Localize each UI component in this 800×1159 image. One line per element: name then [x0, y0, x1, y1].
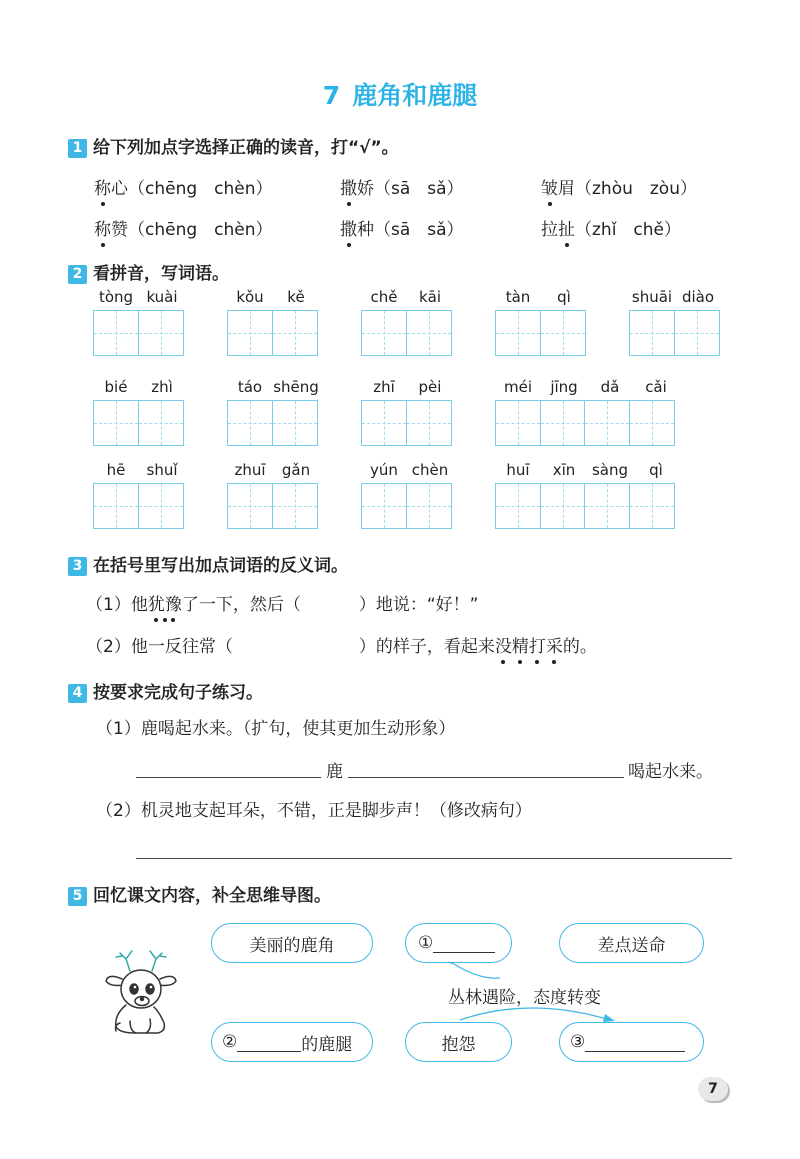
dotted-char: 皱 — [541, 174, 558, 199]
pinyin-syllable: tòng — [98, 288, 134, 306]
writing-cell[interactable] — [629, 400, 675, 446]
mindmap-node-complain — [405, 1022, 512, 1062]
blank-number: ② — [222, 1032, 238, 1052]
pinyin-syllable: qì — [557, 288, 571, 306]
q1-number: 1 — [68, 139, 87, 158]
q5-number: 5 — [68, 887, 87, 906]
text-segment: （2）他一反往常（ — [86, 637, 233, 657]
pinyin-syllable: chèn — [411, 461, 449, 479]
pinyin-syllable: zhì — [151, 378, 173, 396]
pinyin-syllable: gǎn — [281, 461, 311, 479]
q2-prompt: 看拼音，写词语。 — [93, 264, 229, 284]
sentence-text: （1）鹿喝起水来。 — [96, 719, 243, 739]
answer-line[interactable] — [348, 777, 624, 778]
text-segment: 的。 — [562, 637, 597, 657]
pinyin-word-group — [93, 378, 185, 446]
pinyin-syllable: diào — [681, 288, 715, 306]
q3-sentence-1 — [86, 590, 478, 615]
pinyin-word-group — [227, 461, 319, 529]
pinyin-word-group — [629, 288, 721, 356]
dotted-char: 扯 — [558, 215, 575, 240]
pinyin-word-group — [495, 461, 679, 529]
pinyin-syllable: kuài — [146, 288, 178, 306]
q4-sentence-2 — [96, 796, 532, 821]
writing-cell[interactable] — [674, 310, 720, 356]
dotted-char: 采 — [546, 632, 563, 657]
pinyin-syllable: méi — [503, 378, 532, 396]
writing-cell[interactable] — [227, 310, 273, 356]
pinyin-syllable: shuǐ — [146, 461, 178, 479]
pinyin-syllable: qì — [649, 461, 663, 479]
writing-cell[interactable] — [227, 483, 273, 529]
pinyin-syllable: sàng — [591, 461, 629, 479]
pinyin-word-group — [361, 378, 453, 446]
pinyin-syllable: hē — [106, 461, 126, 479]
q1-item — [541, 174, 697, 199]
dotted-char: 称 — [94, 174, 111, 199]
word-rest: 赞 — [111, 220, 128, 240]
mindmap-middle-label: 丛林遇险，态度转变 — [448, 988, 601, 1008]
pinyin-syllable: xīn — [552, 461, 576, 479]
task-hint: （修改病句） — [429, 801, 532, 821]
node-label: 差点送命 — [597, 935, 666, 956]
writing-cell[interactable] — [406, 400, 452, 446]
writing-cell[interactable] — [93, 400, 139, 446]
writing-cell[interactable] — [495, 310, 541, 356]
pinyin-options: （zhòu zòu） — [575, 179, 697, 199]
writing-cell[interactable] — [629, 310, 675, 356]
pinyin-syllable: cǎi — [645, 378, 667, 396]
blank-number: ① — [418, 933, 434, 953]
q1-item — [94, 215, 273, 240]
pinyin-syllable: jīng — [550, 378, 578, 396]
writing-cell[interactable] — [227, 400, 273, 446]
writing-cell[interactable] — [540, 310, 586, 356]
writing-cell[interactable] — [93, 483, 139, 529]
pinyin-syllable: shēng — [273, 378, 319, 396]
q2-number: 2 — [68, 265, 87, 284]
answer-line[interactable] — [136, 777, 321, 778]
pinyin-word-group — [495, 288, 587, 356]
writing-cell[interactable] — [138, 310, 184, 356]
word-rest: 心 — [111, 179, 128, 199]
lesson-title: 鹿角和鹿腿 — [352, 81, 478, 110]
pinyin-options: （chēng chèn） — [128, 220, 273, 240]
blank-number: ③ — [570, 1032, 586, 1052]
pinyin-word-group — [227, 378, 319, 446]
node-label: 的鹿腿 — [301, 1034, 353, 1055]
pinyin-syllable: zhī — [373, 378, 395, 396]
pinyin-word-group — [361, 461, 453, 529]
pinyin-syllable: yún — [370, 461, 398, 479]
pinyin-word-group — [361, 288, 453, 356]
pinyin-options: （sā sǎ） — [374, 220, 464, 240]
arrow-top-left — [454, 964, 500, 978]
q2-heading — [68, 259, 229, 284]
mindmap-node-nearly-died — [559, 923, 704, 963]
writing-cell[interactable] — [138, 400, 184, 446]
pinyin-syllable: táo — [237, 378, 263, 396]
deer-illustration — [100, 945, 184, 1037]
pinyin-options: （sā sǎ） — [374, 179, 464, 199]
pinyin-syllable: bié — [104, 378, 128, 396]
dotted-word — [148, 590, 182, 615]
q1-item — [340, 215, 464, 240]
text-segment: ）地说：“好！” — [358, 595, 479, 615]
writing-cell[interactable] — [93, 310, 139, 356]
word-rest: 眉 — [558, 179, 575, 199]
answer-blank[interactable] — [433, 934, 495, 953]
mindmap-node-blank-2[interactable] — [211, 1022, 373, 1062]
pinyin-syllable: chě — [370, 288, 398, 306]
dotted-char: 撒 — [340, 174, 357, 199]
word-rest: 种 — [357, 220, 374, 240]
q4-number: 4 — [68, 684, 87, 703]
dotted-char: 撒 — [340, 215, 357, 240]
q1-heading — [68, 133, 399, 158]
pinyin-syllable: kě — [287, 288, 305, 306]
q4-prompt: 按要求完成句子练习。 — [93, 683, 263, 703]
text-segment: 了一下，然后（ — [181, 595, 301, 615]
q3-sentence-2 — [86, 632, 597, 657]
pinyin-options: （chēng chèn） — [128, 179, 273, 199]
q1-item — [340, 174, 464, 199]
word-rest: 娇 — [357, 179, 374, 199]
node-label: 美丽的鹿角 — [249, 935, 335, 956]
mindmap-node-beautiful-antlers — [211, 923, 373, 963]
mindmap-node-blank-3[interactable] — [559, 1022, 704, 1062]
writing-cell[interactable] — [361, 400, 407, 446]
q5-prompt: 回忆课文内容，补全思维导图。 — [93, 886, 331, 906]
pinyin-syllable: huī — [506, 461, 530, 479]
q1-item — [541, 215, 681, 240]
dotted-char: 豫 — [165, 590, 182, 615]
arrow-bottom — [460, 1008, 610, 1020]
dotted-word — [495, 637, 563, 657]
writing-cell[interactable] — [495, 400, 541, 446]
writing-cell[interactable] — [272, 310, 318, 356]
node-label: 抱怨 — [441, 1034, 476, 1055]
pinyin-syllable: kāi — [418, 288, 442, 306]
writing-cell[interactable] — [406, 483, 452, 529]
q1-item — [94, 174, 273, 199]
lesson-number: 7 — [322, 81, 341, 110]
q4-heading — [68, 678, 263, 703]
writing-cell[interactable] — [540, 483, 586, 529]
writing-cell[interactable] — [584, 483, 630, 529]
mindmap-node-blank-1[interactable] — [405, 923, 512, 963]
sentence-text: （2）机灵地支起耳朵，不错，正是脚步声！ — [96, 801, 430, 821]
writing-cell[interactable] — [540, 400, 586, 446]
q1-prompt: 给下列加点字选择正确的读音，打“√”。 — [93, 138, 399, 158]
fill-word-deer: 鹿 — [326, 762, 343, 782]
pinyin-word-group — [93, 461, 185, 529]
fill-word-end: 喝起水来。 — [628, 762, 713, 782]
writing-cell[interactable] — [361, 483, 407, 529]
text-segment: （1）他 — [86, 595, 148, 615]
dotted-char: 没 — [495, 632, 512, 657]
pinyin-syllable: zhuī — [234, 461, 266, 479]
writing-cell[interactable] — [272, 400, 318, 446]
pinyin-syllable: kǒu — [236, 288, 264, 306]
writing-cell[interactable] — [495, 483, 541, 529]
answer-blank[interactable] — [585, 1033, 685, 1052]
writing-cell[interactable] — [406, 310, 452, 356]
q4-sentence-1 — [96, 714, 455, 739]
pinyin-word-group — [495, 378, 679, 446]
pinyin-options: （zhǐ chě） — [575, 220, 682, 240]
writing-cell[interactable] — [584, 400, 630, 446]
arrow-head — [603, 1014, 615, 1022]
page-number: 7 — [698, 1077, 728, 1101]
task-hint: （扩句，使其更加生动形象） — [242, 719, 456, 739]
word-rest: 拉 — [541, 220, 558, 240]
dotted-char: 打 — [529, 632, 546, 657]
pinyin-syllable: tàn — [505, 288, 531, 306]
writing-cell[interactable] — [361, 310, 407, 356]
pinyin-word-group — [227, 288, 319, 356]
pinyin-word-group — [93, 288, 185, 356]
dotted-char: 犹 — [148, 590, 165, 615]
dotted-char: 精 — [512, 632, 529, 657]
writing-cell[interactable] — [138, 483, 184, 529]
text-segment: ）的样子，看起来 — [358, 637, 495, 657]
pinyin-syllable: dǎ — [600, 378, 620, 396]
answer-blank[interactable] — [237, 1033, 301, 1052]
pinyin-syllable: pèi — [418, 378, 442, 396]
page-title — [0, 76, 800, 112]
dotted-char: 称 — [94, 215, 111, 240]
q3-prompt: 在括号里写出加点词语的反义词。 — [93, 556, 348, 576]
q3-number: 3 — [68, 557, 87, 576]
q5-heading — [68, 881, 331, 906]
writing-cell[interactable] — [272, 483, 318, 529]
answer-line[interactable] — [136, 858, 732, 859]
pinyin-syllable: shuāi — [631, 288, 673, 306]
q3-heading — [68, 551, 348, 576]
writing-cell[interactable] — [629, 483, 675, 529]
